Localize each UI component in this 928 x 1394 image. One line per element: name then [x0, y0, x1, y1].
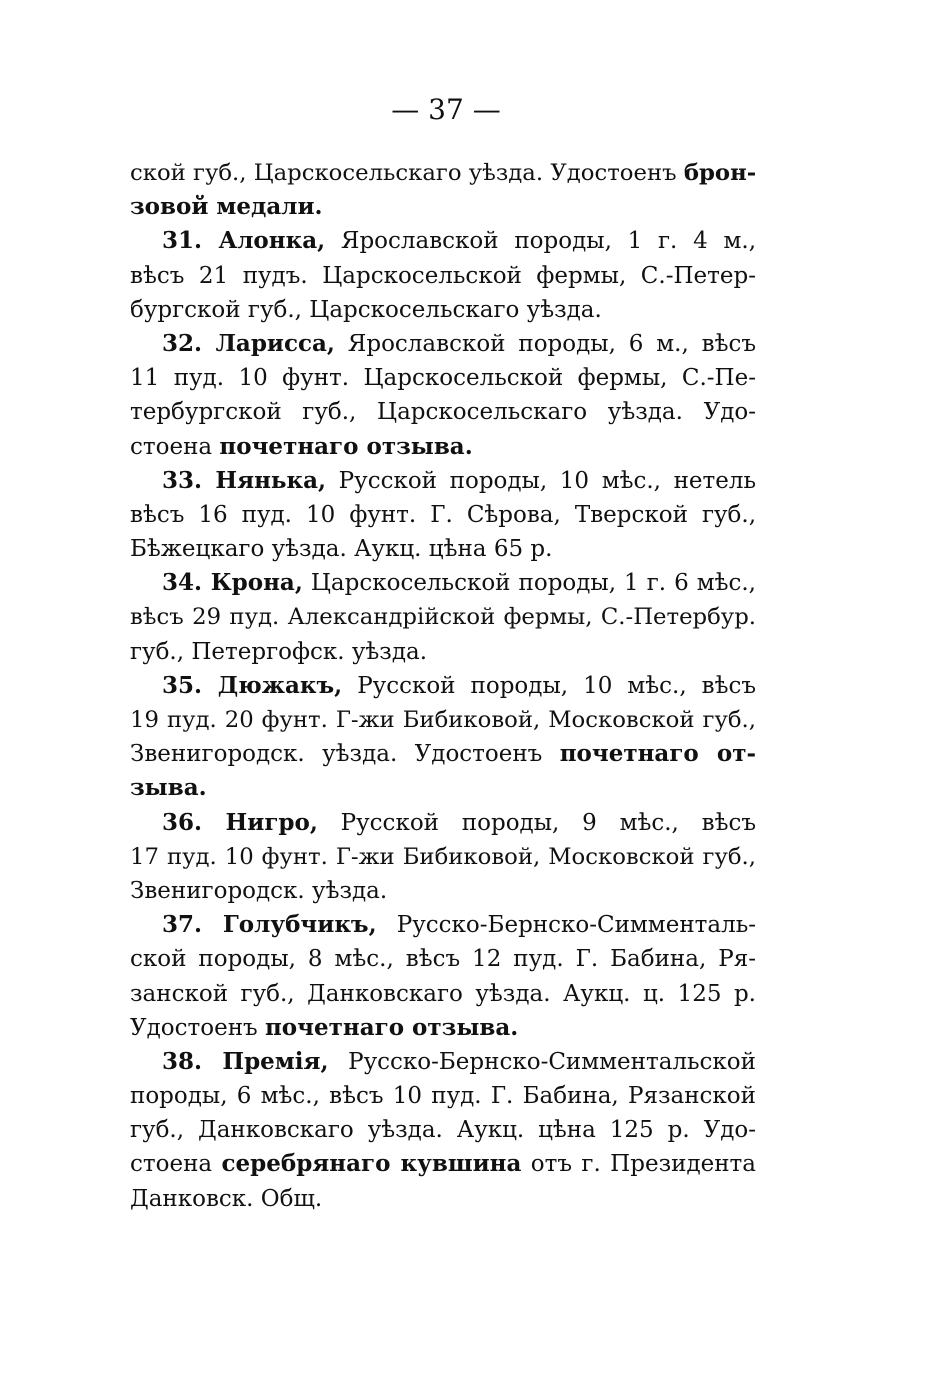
- text-line: [130, 1011, 756, 1045]
- text-line: [130, 293, 756, 327]
- text-line: [130, 1147, 756, 1181]
- text-line: [130, 771, 756, 805]
- bold-text-run: Премiя,: [222, 1047, 329, 1075]
- text-run: Ярославской породы, 1 г. 4 м.,: [325, 228, 757, 255]
- bold-text-run: серебрянаго кувшина: [221, 1150, 522, 1178]
- text-line: [130, 532, 756, 566]
- text-run: Бѣжецкаго уѣзда. Аукц. цѣна 65 р.: [130, 536, 553, 563]
- text-line: [130, 635, 756, 669]
- text-line: [130, 669, 756, 703]
- bold-text-run: Ларисса,: [215, 329, 335, 357]
- text-line: [130, 1113, 756, 1147]
- text-line: [130, 430, 756, 464]
- bold-text-run: почетнаго от-: [559, 740, 756, 768]
- text-run: Русской породы, 9 мѣс., вѣсъ: [317, 809, 756, 836]
- text-run: вѣсъ 16 пуд. 10 фунт. Г. Сѣрова, Тверской губ.,: [130, 501, 756, 528]
- text-line: [130, 942, 756, 976]
- text-run: Звенигородск. уѣзда. Удостоенъ: [130, 741, 560, 768]
- bold-text-run: Нянька,: [215, 466, 327, 494]
- text-run: 19 пуд. 20 фунт. Г-жи Бибиковой, Московской губ.,: [130, 707, 756, 733]
- bold-text-run: 38.: [162, 1047, 223, 1075]
- text-run: Русско-Бернско-Симментальской: [328, 1048, 756, 1075]
- text-run: Удостоенъ: [130, 1014, 265, 1041]
- text-line: [130, 464, 756, 498]
- bold-text-run: Крона,: [210, 569, 303, 597]
- book-page: [130, 88, 756, 1216]
- text-line: [130, 224, 756, 258]
- text-line: [130, 327, 756, 361]
- text-line: [130, 1182, 756, 1216]
- bold-text-run: Голубчикъ,: [222, 911, 377, 939]
- page-text: [130, 156, 756, 1216]
- text-run: ской губ., Царскосельскаго уѣзда. Удостоенъ: [130, 160, 684, 186]
- bold-text-run: 34.: [162, 569, 211, 597]
- text-line: [130, 395, 756, 429]
- bold-text-run: 37.: [162, 911, 223, 939]
- text-run: стоена: [130, 433, 220, 460]
- text-run: губ., Петергофск. уѣзда.: [130, 638, 428, 665]
- text-run: Русской породы, 10 мѣс., нетель: [326, 467, 757, 494]
- text-run: вѣсъ 21 пудъ. Царскосельской фермы, С.-Петер-: [130, 262, 756, 289]
- text-line: [130, 1079, 756, 1113]
- text-line: [130, 361, 756, 395]
- text-run: Русско-Бернско-Симменталь-: [376, 912, 756, 939]
- bold-text-run: 31.: [162, 227, 219, 255]
- bold-text-run: Дюжакъ,: [217, 671, 343, 699]
- bold-text-run: 33.: [162, 466, 216, 494]
- bold-text-run: почетнаго отзыва.: [264, 1013, 519, 1041]
- text-run: Ярославской породы, 6 м., вѣсъ: [334, 330, 756, 357]
- page-number: — 37 —: [391, 93, 501, 126]
- text-line: [130, 566, 756, 600]
- bold-text-run: брон-: [683, 160, 757, 186]
- text-line: [130, 874, 756, 908]
- text-line: [130, 806, 756, 840]
- text-run: ской породы, 8 мѣс., вѣсъ 12 пуд. Г. Бабина, Ря-: [130, 946, 756, 973]
- bold-text-run: Алонка,: [218, 227, 326, 255]
- text-run: 11 пуд. 10 фунт. Царскосельской фермы, С.-Пе-: [130, 365, 756, 392]
- text-line: [130, 156, 756, 190]
- text-run: тербургской губ., Царскосельскаго уѣзда. Удо-: [130, 399, 756, 426]
- text-line: [130, 908, 756, 942]
- text-line: [130, 737, 756, 771]
- text-run: вѣсъ 29 пуд. Александрiйской фермы, С.-Петербур.: [130, 604, 756, 631]
- bold-text-run: 35.: [162, 671, 218, 699]
- text-line: [130, 703, 756, 737]
- text-run: Звенигородск. уѣзда.: [130, 877, 388, 904]
- bold-text-run: зыва.: [130, 774, 207, 802]
- text-line: [130, 190, 756, 224]
- bold-text-run: почетнаго отзыва.: [219, 432, 473, 460]
- text-run: 17 пуд. 10 фунт. Г-жи Бибиковой, Московской губ.,: [130, 843, 756, 870]
- text-run: породы, 6 мѣс., вѣсъ 10 пуд. Г. Бабина, Рязанской: [130, 1083, 756, 1110]
- text-line: [130, 840, 756, 874]
- bold-text-run: зовой медали.: [130, 193, 323, 221]
- text-run: Русской породы, 10 мѣс., вѣсъ: [342, 672, 756, 699]
- text-run: губ., Данковскаго уѣзда. Аукц. цѣна 125 р. Удо-: [130, 1117, 756, 1144]
- text-run: занской губ., Данковскаго уѣзда. Аукц. ц. 125 р.: [130, 980, 756, 1007]
- text-run: стоена: [130, 1151, 222, 1178]
- text-run: отъ г. Президента: [521, 1151, 756, 1178]
- text-run: Данковск. Общ.: [130, 1185, 323, 1212]
- bold-text-run: Нигро,: [225, 808, 318, 836]
- text-run: Царскосельской породы, 1 г. 6 мѣс.,: [302, 570, 756, 597]
- text-line: [130, 1045, 756, 1079]
- bold-text-run: 32.: [162, 329, 216, 357]
- text-line: [130, 600, 756, 634]
- text-run: бургской губ., Царскосельскаго уѣзда.: [130, 296, 602, 323]
- bold-text-run: 36.: [162, 808, 226, 836]
- text-line: [130, 498, 756, 532]
- text-line: [130, 259, 756, 293]
- text-line: [130, 977, 756, 1011]
